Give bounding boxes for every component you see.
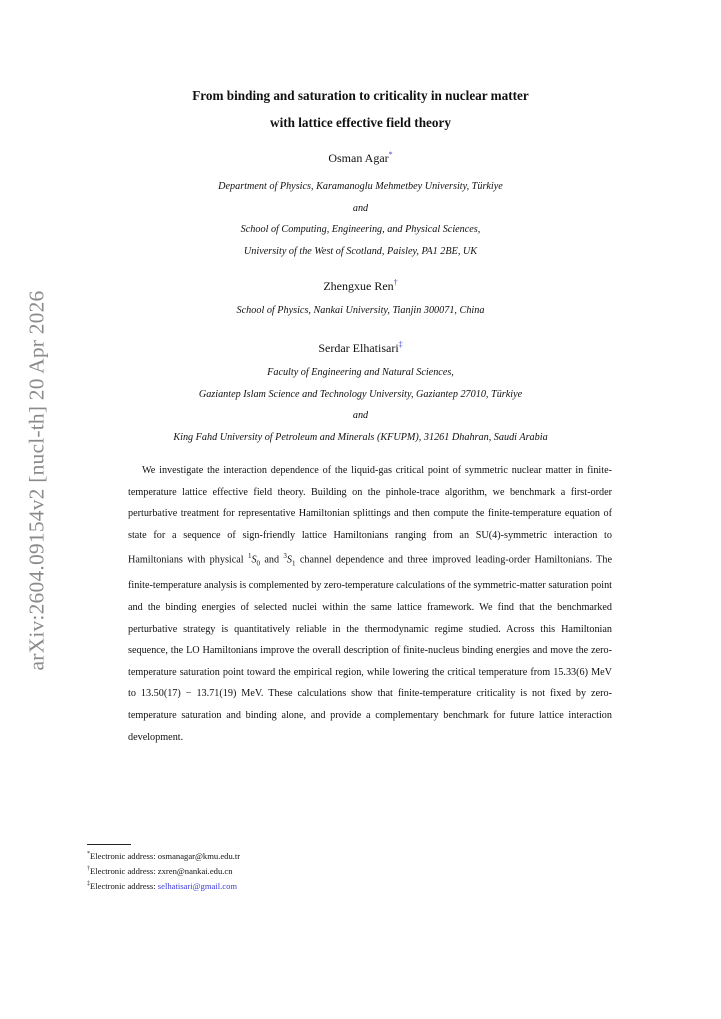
author-name [0,151,721,166]
affiliation-block [0,362,721,448]
affiliation-line: Gaziantep Islam Science and Technology University, Gaziantep 27010, Türkiye [198,388,523,400]
footnote-mark: * [87,851,90,858]
footnote-rule [87,844,131,845]
affiliation-block [0,176,721,262]
math-symbol: S [286,554,293,566]
affiliation-block [0,300,721,322]
abstract [128,460,612,748]
title-line-1: From binding and saturation to criticality in nuclear matter [192,88,529,103]
footnote [87,879,240,894]
arxiv-identifier: arXiv:2604.09154v2 [nucl-th] 20 Apr 2026 [24,289,49,671]
author-footnote-mark[interactable]: * [388,150,393,159]
footnote-label: Electronic address: [90,851,158,861]
author-footnote-mark[interactable]: † [393,278,398,287]
author-name-text: Serdar Elhatisari [318,341,399,355]
abstract-text: MeV. These calculations show that finite-temperature criticality is not fixed by zero-temperature saturation and binding alone, and provide a complementary benchmark for future lattice interaction development. [128,688,612,743]
abstract-text: and [260,554,284,566]
affiliation-line: Department of Physics, Karamanoglu Mehmetbey University, Türkiye [218,181,503,192]
author-footnote-mark[interactable]: ‡ [398,340,403,349]
math-superscript: 1 [247,552,252,561]
footnote-mark: ‡ [87,881,90,888]
footnote-mark: † [87,866,90,873]
author-name [0,341,721,356]
affiliation-line: School of Physics, Nankai University, Tianjin 300071, China [236,305,485,316]
abstract-paragraph [128,460,612,748]
affiliation-line: School of Computing, Engineering, and Physical Sciences, [240,224,481,235]
email-link[interactable]: zxren@nankai.edu.cn [157,866,233,876]
math-value: 13.50(17) − 13.71(19) [140,688,237,700]
math-symbol: S [251,554,257,566]
abstract-text: MeV to [128,666,613,700]
email-link[interactable]: selhatisari@gmail.com [157,881,238,891]
footnotes [87,849,240,894]
affiliation-line: King Fahd University of Petroleum and Minerals (KFUPM), 31261 Dhahran, Saudi Arabia [173,431,548,443]
footnote-label: Electronic address: [90,881,158,891]
footnote [87,864,240,879]
affiliation-line: and [352,410,369,421]
math-superscript: 3 [283,552,287,561]
math-subscript: 0 [256,559,261,568]
author-name [0,279,721,294]
author-name-text: Osman Agar [328,151,389,165]
affiliation-line: University of the West of Scotland, Paisley, PA1 2BE, UK [243,245,478,257]
footnote [87,849,240,864]
math-value: 15.33(6) [553,666,589,678]
paper-title [0,82,721,136]
abstract-text: channel dependence and three improved leading-order Hamiltonians. The finite-temperature analysis is complemented by zero-temperature calculations of the symmetric-matter saturation point and the binding energies of selected nuclei within the same lattice framework. We find that the benchmarked perturbative strategy is quantitatively reliable in the thermodynamic regime studied. Across this Hamiltonian sequence, the LO Hamiltonians improve the overall description of finite-nucleus binding energies and move the zero-temperature saturation point toward the empirical region, while lowering the critical temperature from [128,554,613,678]
author-name-text: Zhengxue Ren [323,279,394,293]
affiliation-line: Faculty of Engineering and Natural Sciences, [267,367,454,378]
affiliation-line: and [352,202,369,214]
email-link[interactable]: osmanagar@kmu.edu.tr [157,851,241,861]
title-line-2: with lattice effective field theory [270,115,451,130]
math-subscript: 1 [292,559,296,568]
footnote-label: Electronic address: [90,866,158,876]
abstract-text: We investigate the interaction dependence of the liquid-gas critical point of symmetric nuclear matter in finite-temperature lattice effective field theory. Building on the pinhole-trace algorithm, we benchmark a first-order perturbative treatment for representative Hamiltonian splittings and then compute the finite-temperature equation of state for a sequence of sign-friendly lattice Hamiltonians ranging from an SU(4)-symmetric interaction to Hamiltonians with physical [128,465,612,566]
